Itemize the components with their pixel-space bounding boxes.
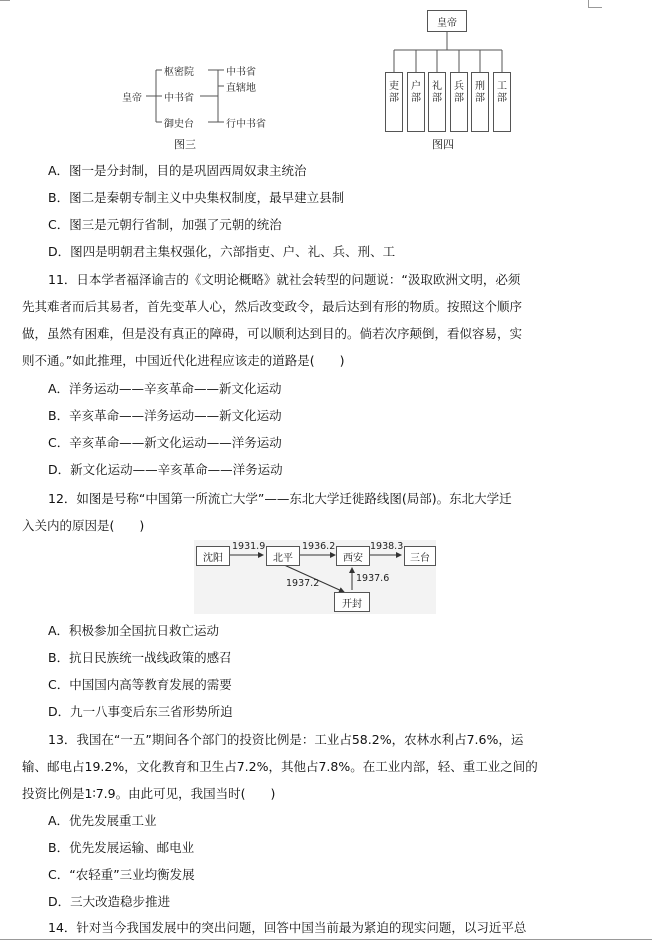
fig3-right-bottom: 行中书省 <box>226 119 266 130</box>
fig4-dept-1: 吏部 <box>385 72 403 132</box>
fig3-node-3: 御史台 <box>164 119 194 130</box>
date-1937-2: 1937.2 <box>286 578 320 589</box>
city-xian: 西安 <box>336 546 370 566</box>
q13-option-a: A．优先发展重工业 <box>48 813 157 828</box>
fig3-emperor: 皇帝 <box>122 93 142 104</box>
q12-option-a: A．积极参加全国抗日救亡运动 <box>48 623 220 638</box>
q11-stem-line-4: 则不通。”如此推理，中国近代化进程应该走的道路是( ) <box>22 353 345 368</box>
q13-option-b: B．优先发展运输、邮电业 <box>48 840 195 855</box>
q13-stem-line-1: 13．我国在“一五”期间各个部门的投资比例是：工业占58.2%，农林水利占7.6%，运 <box>48 732 524 747</box>
fig3-caption: 图三 <box>174 138 196 151</box>
date-1937-6: 1937.6 <box>356 573 390 584</box>
q14-stem-line-1: 14．针对当今我国发展中的突出问题，回答中国当前最为紧迫的现实问题，以习近平总 <box>48 920 527 935</box>
city-kaifeng: 开封 <box>334 592 370 612</box>
city-beiping: 北平 <box>266 546 300 566</box>
q10-option-d: D．图四是明朝君主集权强化，六部指吏、户、礼、兵、刑、工 <box>48 244 396 259</box>
date-1938-3: 1938.3 <box>370 541 404 552</box>
date-1936-2: 1936.2 <box>302 541 336 552</box>
q11-stem-line-1: 11．日本学者福泽谕吉的《文明论概略》就社会转型的问题说：“汲取欧洲文明，必须 <box>48 272 521 287</box>
fig4-dept-6: 工部 <box>493 72 511 132</box>
q11-option-b: B．辛亥革命——洋务运动——新文化运动 <box>48 408 282 423</box>
q11-option-c: C．辛亥革命——新文化运动——洋务运动 <box>48 435 282 450</box>
corner-mark-right-h <box>588 7 602 8</box>
figure-3 <box>110 56 290 151</box>
city-shenyang: 沈阳 <box>196 546 230 566</box>
q13-stem-line-2: 输、邮电占19.2%，文化教育和卫生占7.2%，其他占7.8%。在工业内部，轻、重工业之间的 <box>22 759 538 774</box>
fig4-emperor: 皇帝 <box>437 17 457 29</box>
figure-4 <box>380 6 520 152</box>
q12-option-c: C．中国国内高等教育发展的需要 <box>48 677 232 692</box>
q12-route-map <box>194 540 436 614</box>
fig3-right-top: 中书省 <box>226 67 256 78</box>
fig4-caption: 图四 <box>432 138 454 151</box>
q10-option-a: A．图一是分封制，目的是巩固西周奴隶主统治 <box>48 163 307 178</box>
q12-stem-line-1: 12．如图是号称“中国第一所流亡大学”——东北大学迁徙路线图(局部)。东北大学迁 <box>48 491 512 506</box>
fig4-dept-3: 礼部 <box>428 72 446 132</box>
date-1931-9: 1931.9 <box>232 541 266 552</box>
q11-option-d: D．新文化运动——辛亥革命——洋务运动 <box>48 462 283 477</box>
q13-option-d: D．三大改造稳步推进 <box>48 894 171 909</box>
fig4-dept-5: 刑部 <box>471 72 489 132</box>
q12-option-b: B．抗日民族统一战线政策的感召 <box>48 650 232 665</box>
fig3-node-1: 枢密院 <box>164 67 194 78</box>
fig4-dept-2: 户部 <box>407 72 425 132</box>
q10-option-b: B．图二是秦朝专制主义中央集权制度，最早建立县制 <box>48 190 345 205</box>
q12-option-d: D．九一八事变后东三省形势所迫 <box>48 704 233 719</box>
q11-stem-line-2: 先其难者而后其易者，首先变革人心，然后改变政令，最后达到有形的物质。按照这个顺序 <box>22 299 523 314</box>
fig3-node-2: 中书省 <box>164 93 194 104</box>
q11-stem-line-3: 做，虽然有困难，但是没有真正的障碍，可以顺利达到目的。倘若次序颠倒，看似容易，实 <box>22 326 523 341</box>
corner-mark-bottom <box>0 939 652 940</box>
q10-option-c: C．图三是元朝行省制，加强了元朝的统治 <box>48 217 282 232</box>
q11-option-a: A．洋务运动——辛亥革命——新文化运动 <box>48 381 282 396</box>
corner-mark-left <box>0 0 10 1</box>
city-santai: 三台 <box>404 546 436 566</box>
fig4-emperor-box <box>427 10 467 32</box>
q13-stem-line-3: 投资比例是1∶7.9。由此可见，我国当时( ) <box>22 786 276 801</box>
fig4-dept-4: 兵部 <box>450 72 468 132</box>
q13-option-c: C．“农轻重”三业均衡发展 <box>48 867 195 882</box>
q12-stem-line-2: 入关内的原因是( ) <box>22 518 145 533</box>
fig3-right-mid: 直辖地 <box>226 83 256 94</box>
